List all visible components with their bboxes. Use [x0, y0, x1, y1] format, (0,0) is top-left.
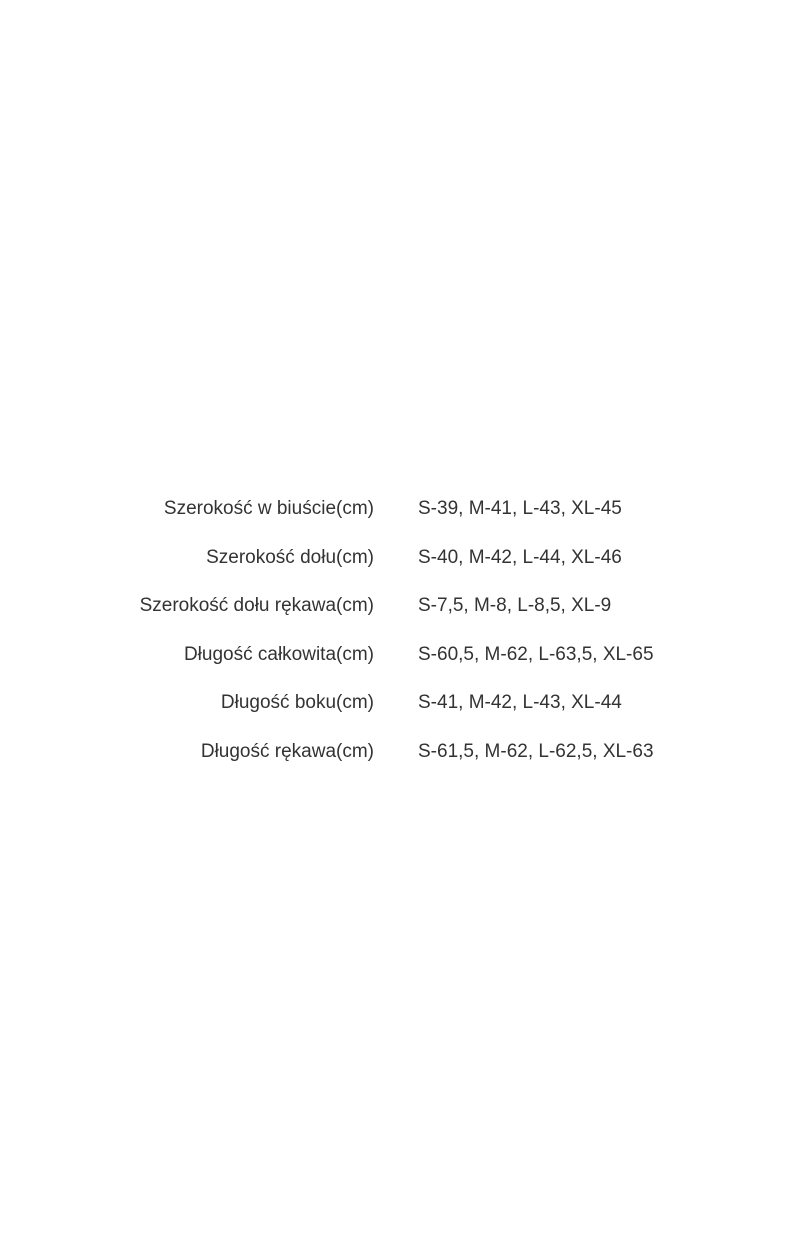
row-label: Długość całkowita(cm) [183, 643, 374, 665]
row-value: S-39, M-41, L-43, XL-45 [418, 498, 622, 519]
size-row-sleeve-hem-width [0, 587, 810, 636]
row-value: S-61,5, M-62, L-62,5, XL-63 [418, 740, 654, 762]
size-row-hem-width [0, 539, 810, 588]
size-row-bust-width [0, 490, 810, 539]
row-label: Długość rękawa(cm) [200, 740, 374, 762]
size-table [0, 490, 810, 781]
row-value: S-41, M-42, L-43, XL-44 [418, 692, 622, 713]
row-value: S-7,5, M-8, L-8,5, XL-9 [418, 595, 612, 616]
row-value: S-60,5, M-62, L-63,5, XL-65 [418, 643, 654, 665]
size-row-sleeve-length [0, 733, 810, 782]
row-label: Szerokość dołu rękawa(cm) [139, 595, 374, 616]
row-label: Szerokość dołu(cm) [206, 546, 374, 568]
row-label: Długość boku(cm) [220, 692, 374, 713]
size-row-side-length [0, 684, 810, 733]
size-row-total-length [0, 636, 810, 685]
row-label: Szerokość w biuście(cm) [163, 498, 374, 519]
row-value: S-40, M-42, L-44, XL-46 [418, 546, 622, 568]
